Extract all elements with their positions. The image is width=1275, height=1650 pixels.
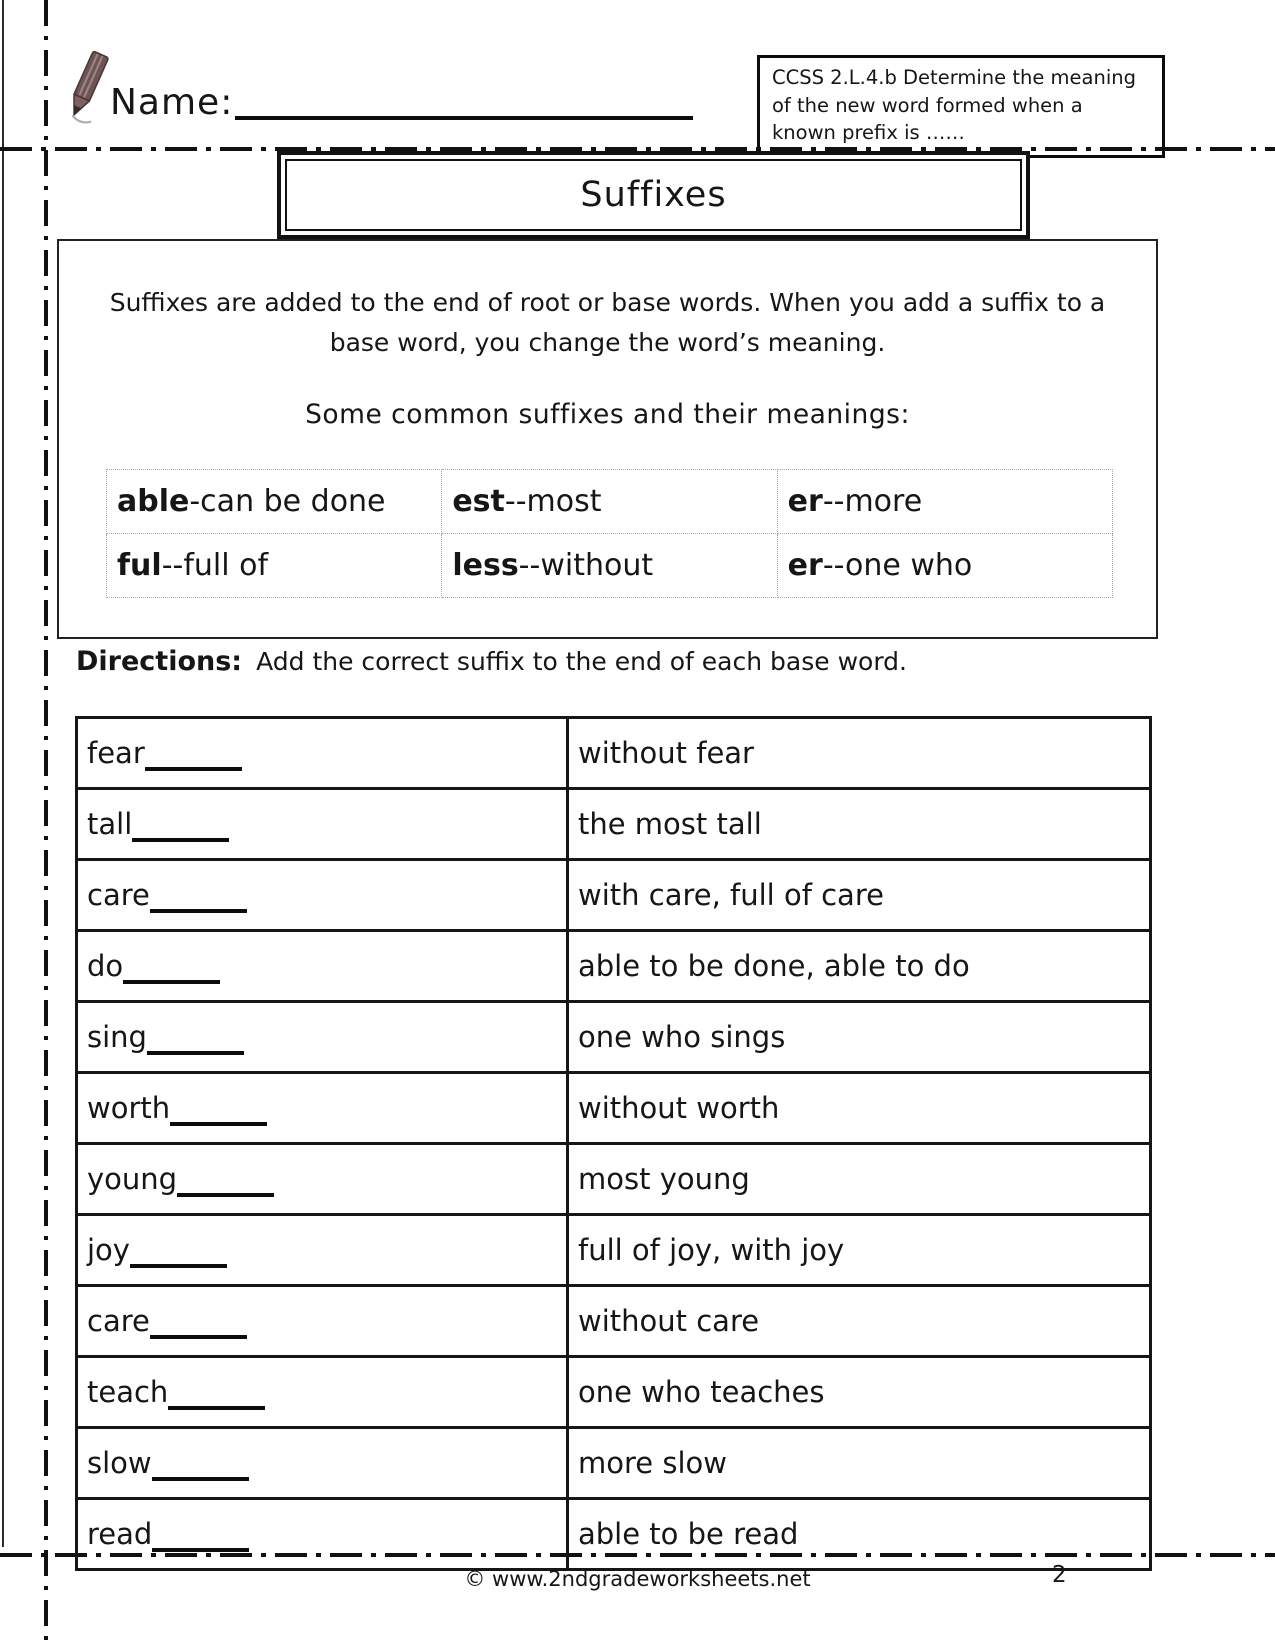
- page-number: 2: [1052, 1562, 1067, 1588]
- table-row: [77, 1002, 1151, 1073]
- base-word: care: [87, 1303, 150, 1338]
- ccss-standard-text: CCSS 2.L.4.b Determine the meaning of the new word formed when a known prefix is ……: [772, 66, 1136, 145]
- suffix-term: est: [452, 484, 505, 519]
- suffix-meaning: -can be done: [189, 484, 386, 519]
- meaning-cell: able to be read: [568, 1499, 1151, 1570]
- base-word-cell: [77, 1215, 568, 1286]
- table-row: [77, 789, 1151, 860]
- table-row: [77, 931, 1151, 1002]
- base-word-cell: [77, 1073, 568, 1144]
- table-row: [77, 1215, 1151, 1286]
- base-word: slow: [87, 1445, 152, 1480]
- base-word-cell: [77, 1002, 568, 1073]
- suffix-row: [107, 470, 1113, 534]
- meaning-cell: the most tall: [568, 789, 1151, 860]
- meaning-cell: without care: [568, 1286, 1151, 1357]
- suffix-meaning: --one who: [822, 548, 973, 583]
- suffix-cell: [442, 470, 777, 534]
- table-row: [77, 1073, 1151, 1144]
- base-word-cell: [77, 931, 568, 1002]
- base-word-cell: [77, 1357, 568, 1428]
- suffix-term: er: [787, 548, 823, 583]
- table-row: [77, 1286, 1151, 1357]
- base-word: care: [87, 877, 150, 912]
- directions-text: Add the correct suffix to the end of each base word.: [256, 647, 907, 676]
- table-row: [77, 1428, 1151, 1499]
- meaning-cell: more slow: [568, 1428, 1151, 1499]
- base-word: do: [87, 948, 124, 983]
- base-word: worth: [87, 1090, 171, 1125]
- table-row: [77, 1357, 1151, 1428]
- suffix-cell: [107, 534, 442, 598]
- meaning-cell: able to be done, able to do: [568, 931, 1151, 1002]
- title-box: [277, 151, 1030, 239]
- suffix-meaning: --most: [504, 484, 602, 519]
- base-word-cell: [77, 1144, 568, 1215]
- base-word: sing: [87, 1019, 147, 1054]
- suffix-cell: [777, 470, 1112, 534]
- base-word: fear: [87, 735, 145, 770]
- base-word: joy: [87, 1232, 130, 1267]
- base-word: young: [87, 1161, 178, 1196]
- footer-copyright: © www.2ndgradeworksheets.net: [464, 1567, 811, 1591]
- base-word: tall: [87, 806, 133, 841]
- suffix-term: less: [452, 548, 519, 583]
- answer-blank: [150, 1335, 247, 1339]
- suffix-term: able: [117, 484, 190, 519]
- suffix-cell: [777, 534, 1112, 598]
- directions-label: Directions:: [76, 646, 243, 677]
- meaning-cell: with care, full of care: [568, 860, 1151, 931]
- answer-blank: [177, 1193, 274, 1197]
- table-row: [77, 860, 1151, 931]
- meaning-cell: without worth: [568, 1073, 1151, 1144]
- suffix-term: er: [787, 484, 823, 519]
- answer-blank: [150, 909, 247, 913]
- answer-blank: [132, 838, 229, 842]
- suffix-meaning: --without: [518, 548, 654, 583]
- base-word-cell: [77, 718, 568, 789]
- answer-blank: [152, 1477, 249, 1481]
- base-word-cell: [77, 860, 568, 931]
- base-word: read: [87, 1516, 153, 1551]
- page-title: Suffixes: [285, 159, 1022, 231]
- meaning-cell: one who sings: [568, 1002, 1151, 1073]
- base-word: teach: [87, 1374, 169, 1409]
- table-row: [77, 1499, 1151, 1570]
- pencil-icon: [58, 46, 114, 130]
- base-word-cell: [77, 789, 568, 860]
- answer-blank: [145, 767, 242, 771]
- meaning-cell: without fear: [568, 718, 1151, 789]
- answer-blank: [152, 1548, 249, 1552]
- suffix-cell: [107, 470, 442, 534]
- suffix-meanings-table: [106, 469, 1113, 598]
- answer-blank: [123, 980, 220, 984]
- suffix-list-heading: Some common suffixes and their meanings:: [305, 399, 910, 430]
- table-row: [77, 718, 1151, 789]
- suffix-cell: [442, 534, 777, 598]
- answer-blank: [170, 1122, 267, 1126]
- name-label: Name:: [110, 82, 234, 123]
- table-row: [77, 1144, 1151, 1215]
- meaning-cell: one who teaches: [568, 1357, 1151, 1428]
- intro-paragraph: Suffixes are added to the end of root or base words. When you add a suffix to a base word, you change the word’s meaning.: [109, 288, 1106, 357]
- base-word-cell: [77, 1499, 568, 1570]
- name-row: [110, 82, 693, 123]
- suffix-row: [107, 534, 1113, 598]
- base-word-cell: [77, 1286, 568, 1357]
- meaning-cell: most young: [568, 1144, 1151, 1215]
- name-fill-in-line: [235, 116, 693, 120]
- base-word-cell: [77, 1428, 568, 1499]
- suffix-meaning: --full of: [161, 548, 269, 583]
- meaning-cell: full of joy, with joy: [568, 1215, 1151, 1286]
- exercise-table: [75, 716, 1152, 1571]
- suffix-meaning: --more: [822, 484, 923, 519]
- answer-blank: [147, 1051, 244, 1055]
- explanation-box: [57, 239, 1158, 639]
- answer-blank: [168, 1406, 265, 1410]
- ccss-standard-box: [757, 55, 1165, 158]
- answer-blank: [130, 1264, 227, 1268]
- directions: [76, 646, 907, 677]
- suffix-term: ful: [117, 548, 162, 583]
